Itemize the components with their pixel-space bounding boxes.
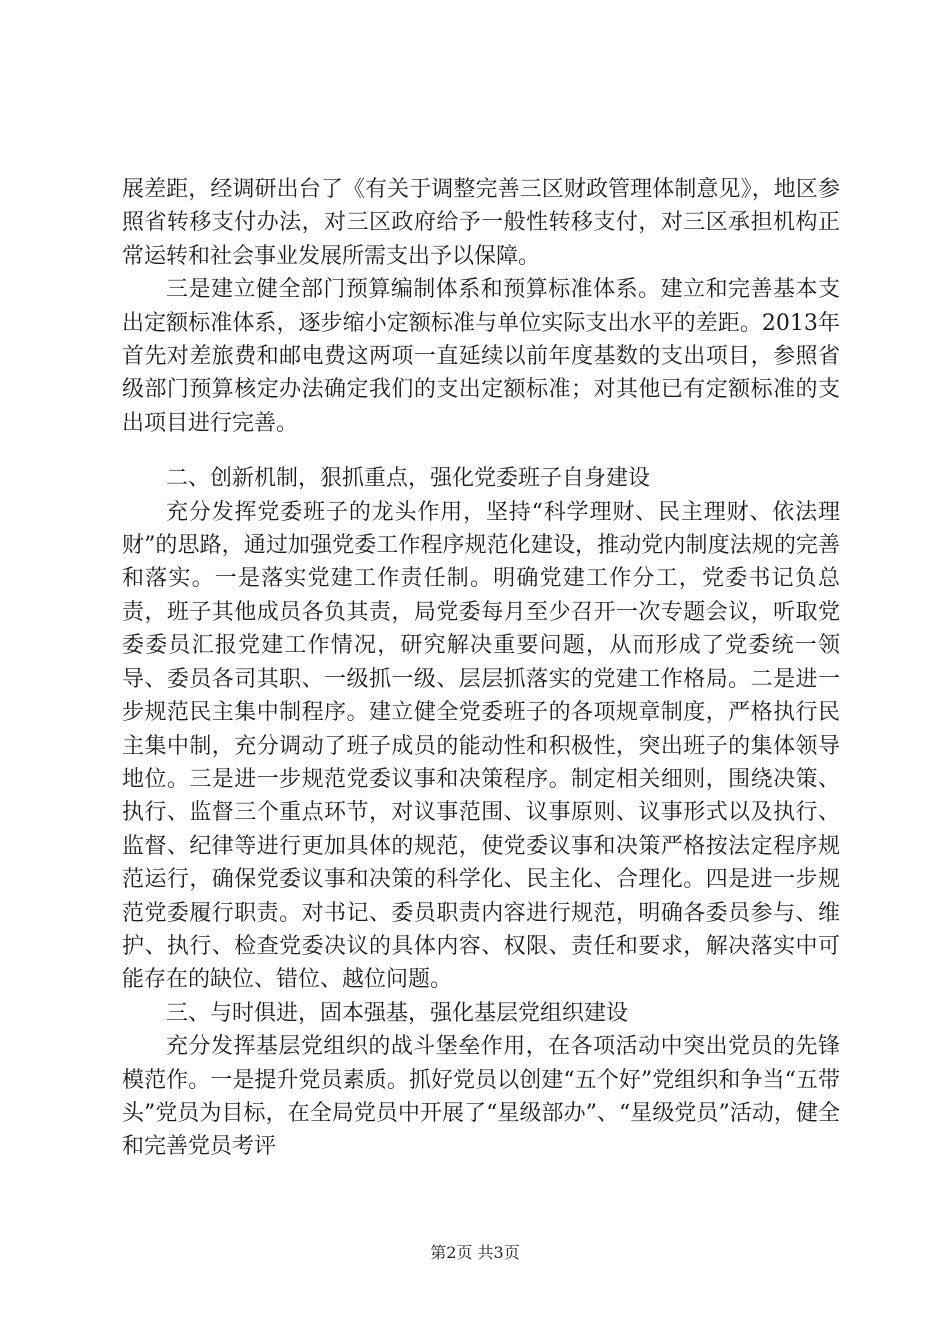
section-heading-2: 二、创新机制，狠抓重点，强化党委班子自身建设 [166, 466, 651, 492]
paragraph-grassroots: 充分发挥基层党组织的战斗堡垒作用，在各项活动中突出党员的先锋模范作。一是提升党员素质。抓好党员以创建“五个好”党组织和争当“五带头”党员为目标，在全局党员中开展了“星级部办”、“星级党员”活动，健全和完善党员考评 [122, 1034, 840, 1160]
document-body [122, 173, 840, 1164]
paragraph-gap [122, 440, 840, 462]
section-heading-3: 三、与时俱进，固本强基，强化基层党组织建设 [166, 1000, 629, 1026]
paragraph-budget-standards: 三是建立健全部门预算编制体系和预算标准体系。建立和完善基本支出定额标准体系，逐步缩小定额标准与单位实际支出水平的差距。2013年首先对差旅费和邮电费这两项一直延续以前年度基数的支出项目，参照省级部门预算核定办法确定我们的支出定额标准；对其他已有定额标准的支出项目进行完善。 [122, 277, 840, 436]
paragraph-continued: 展差距，经调研出台了《有关于调整完善三区财政管理体制意见》，地区参照省转移支付办法，对三区政府给予一般性转移支付，对三区承担机构正常运转和社会事业发展所需支出予以保障。 [122, 177, 840, 269]
paragraph-party-committee: 充分发挥党委班子的龙头作用，坚持“科学理财、民主理财、依法理财”的思路，通过加强党委工作程序规范化建设，推动党内制度法规的完善和落实。一是落实党建工作责任制。明确党建工作分工，党委书记负总责，班子其他成员各负其责，局党委每月至少召开一次专题会议，听取党委委员汇报党建工作情况，研究解决重要问题，从而形成了党委统一领导、委员各司其职、一级抓一级、层层抓落实的党建工作格局。二是进一步规范民主集中制程序。建立健全党委班子的各项规章制度，严格执行民主集中制，充分调动了班子成员的能动性和积极性，突出班子的集体领导地位。三是进一步规范党委议事和决策程序。制定相关细则，围绕决策、执行、监督三个重点环节，对议事范围、议事原则、议事形式以及执行、监督、纪律等进行更加具体的规范，使党委议事和决策严格按法定程序规范运行，确保党委议事和决策的科学化、民主化、合理化。四是进一步规范党委履行职责。对书记、委员职责内容进行规范，明确各委员参与、维护、执行、检查党委决议的具体内容、权限、责任和要求，解决落实中可能存在的缺位、错位、越位问题。 [122, 499, 840, 993]
page-number-footer: 第2页 共3页 [430, 1243, 520, 1262]
